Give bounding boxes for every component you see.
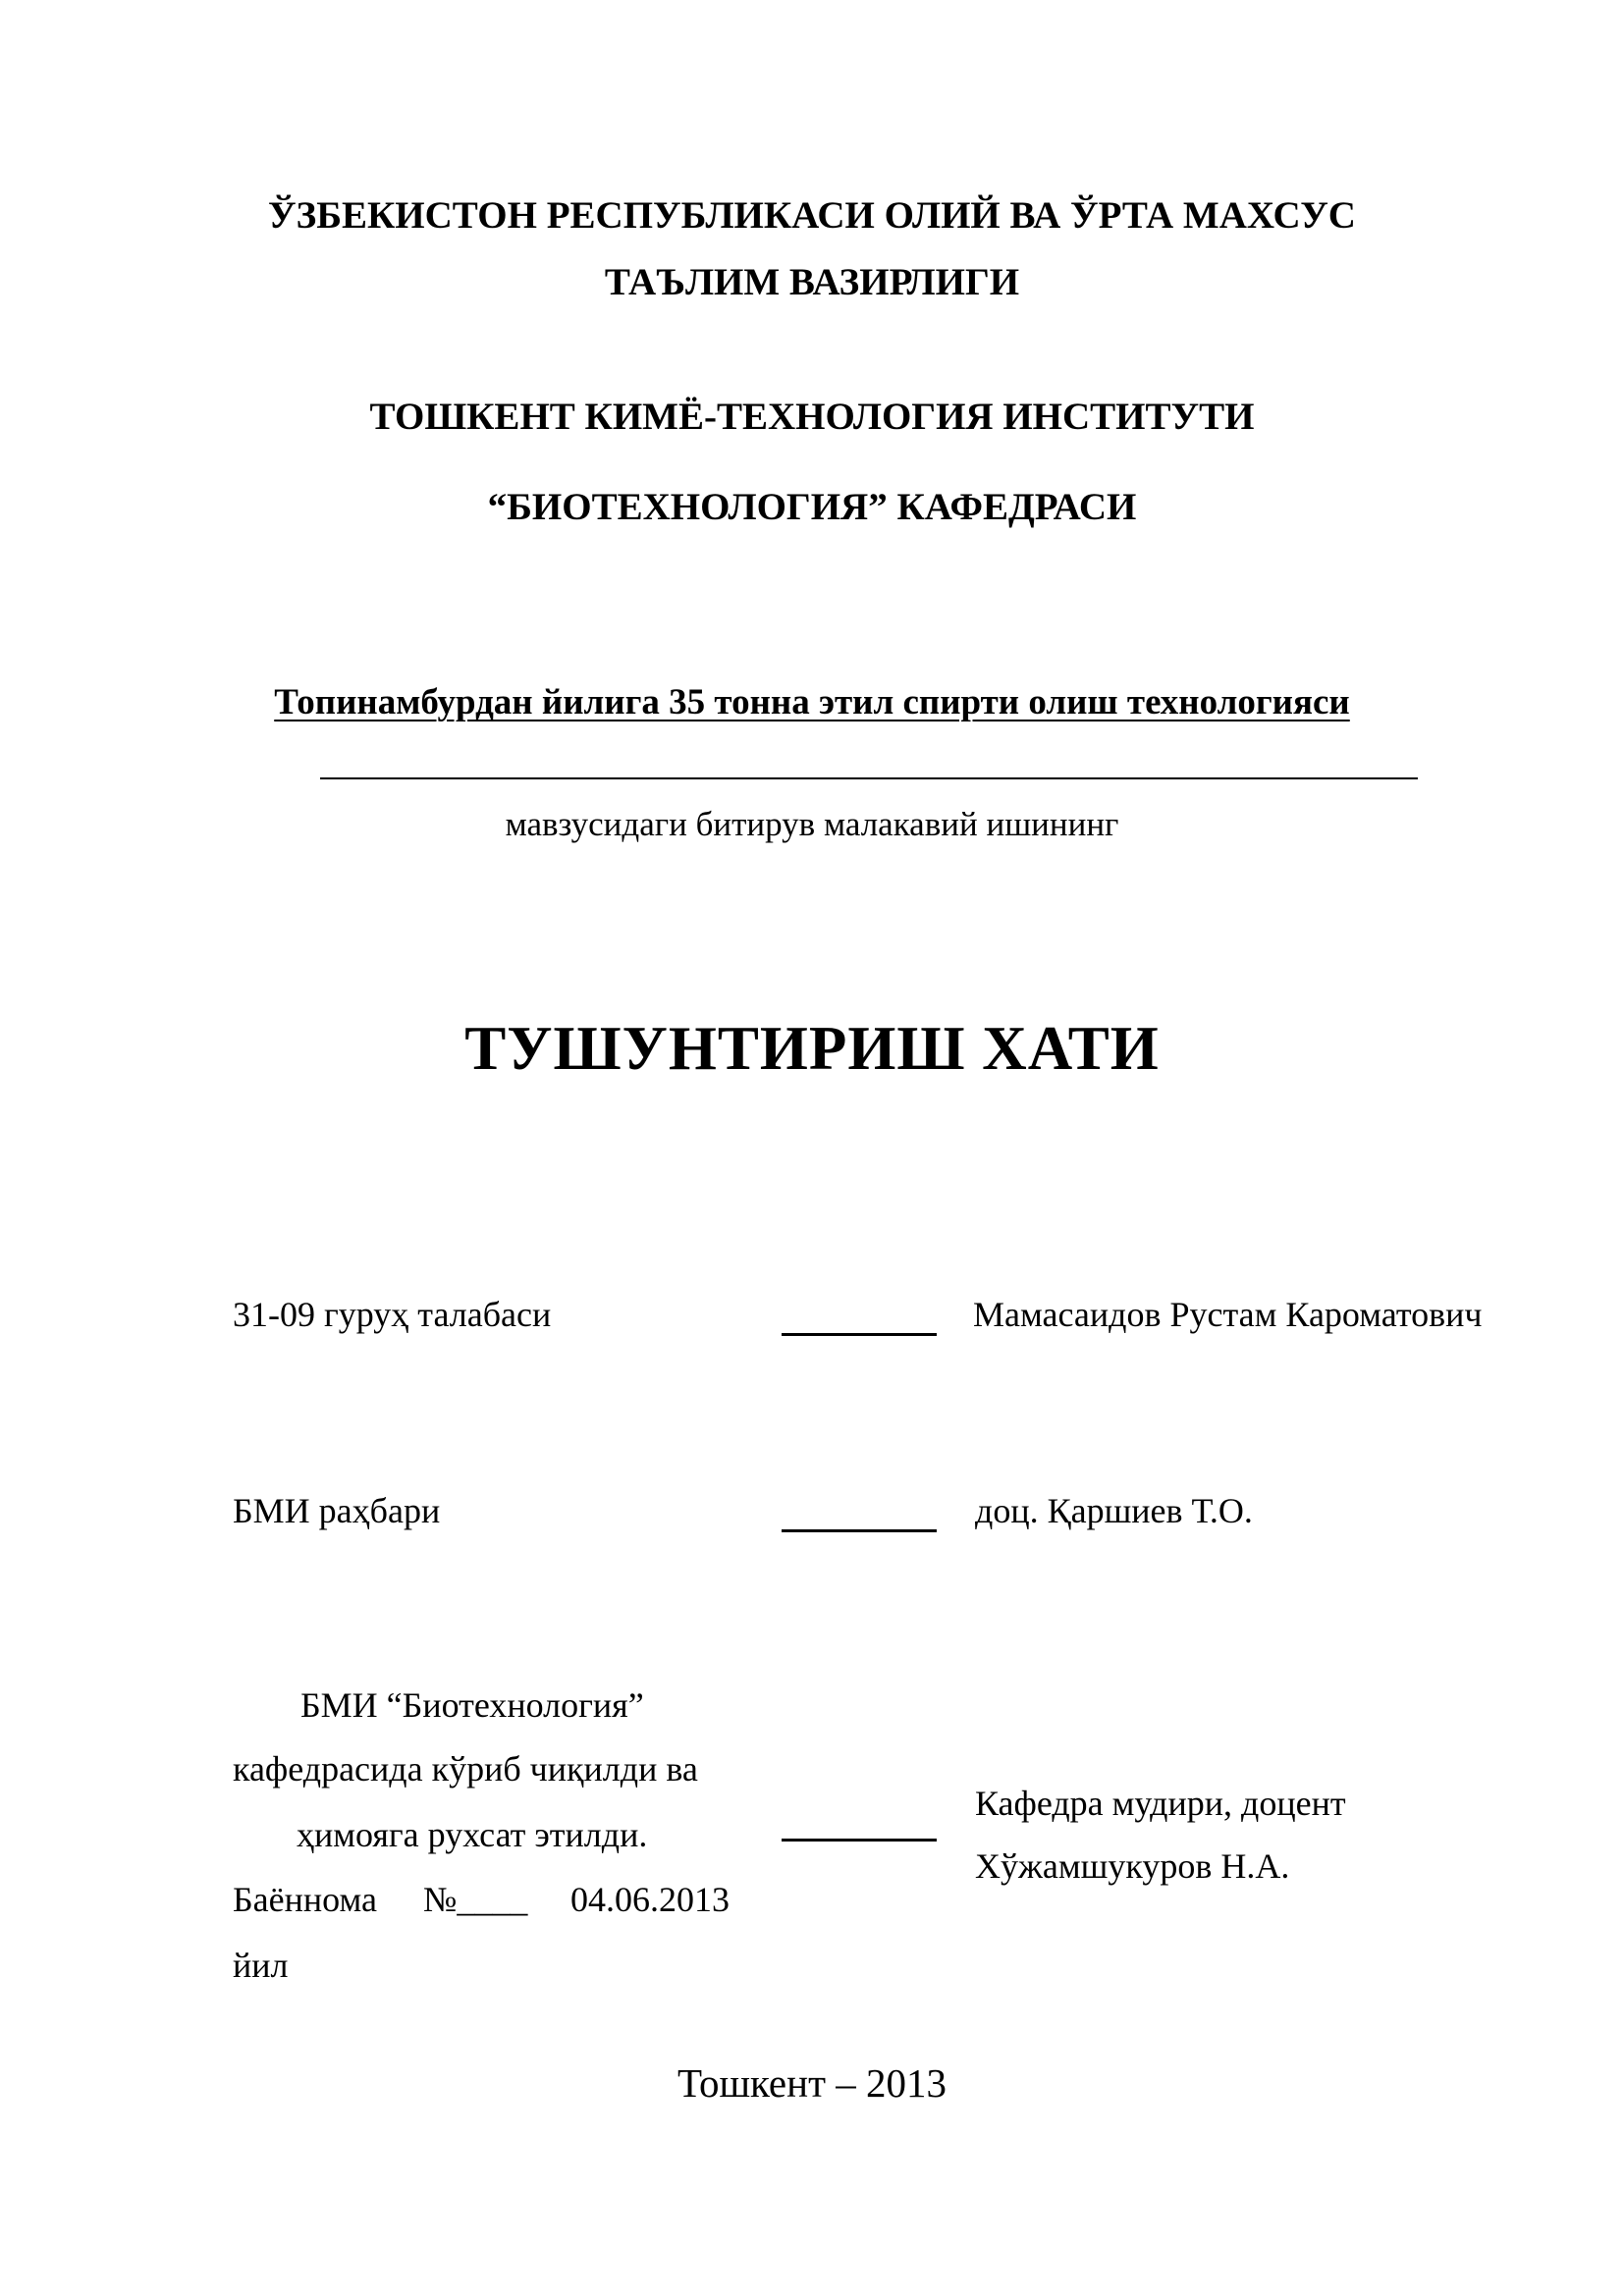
topic-title: Топинамбурдан йилига 35 тонна этил спирти олиш технологияси (274, 682, 1350, 722)
topic-subtitle: мавзусидаги битирув малакавий ишининг (505, 805, 1119, 843)
topic-underline-rule (320, 777, 1418, 779)
document-title: ТУШУНТИРИШ ХАТИ (464, 1014, 1160, 1083)
student-role: 31-09 гуруҳ талабаси (233, 1295, 552, 1334)
head-signature-line (782, 1839, 937, 1842)
protocol-label: Баённома (233, 1880, 377, 1919)
head-name: Хўжамшукуров Н.А. (975, 1846, 1290, 1886)
approval-line-3: ҳимояга рухсат этилди. (297, 1815, 648, 1854)
protocol-year-word: йил (233, 1946, 289, 1985)
approval-line-2: кафедрасида кўриб чиқилди ва (233, 1749, 698, 1789)
approval-line-1: БМИ “Биотехнология” (300, 1685, 644, 1725)
supervisor-role: БМИ раҳбари (233, 1491, 441, 1530)
head-title: Кафедра мудири, доцент (975, 1784, 1346, 1823)
place-and-year: Тошкент – 2013 (677, 2060, 947, 2106)
ministry-line-1: ЎЗБЕКИСТОН РЕСПУБЛИКАСИ ОЛИЙ ВА ЎРТА МАХСУС (268, 194, 1356, 237)
supervisor-name: доц. Қаршиев Т.О. (975, 1491, 1253, 1530)
ministry-line-2: ТАЪЛИМ ВАЗИРЛИГИ (604, 261, 1020, 303)
student-signature-line (782, 1333, 937, 1336)
supervisor-signature-line (782, 1529, 937, 1532)
topic-title-container (0, 681, 1624, 723)
protocol-number: №____ (423, 1880, 528, 1919)
department-name: “БИОТЕХНОЛОГИЯ” КАФЕДРАСИ (487, 486, 1137, 528)
institute-name: ТОШКЕНТ КИМЁ-ТЕХНОЛОГИЯ ИНСТИТУТИ (369, 396, 1255, 438)
protocol-date: 04.06.2013 (570, 1880, 730, 1919)
student-name: Мамасаидов Рустам Кароматович (973, 1295, 1483, 1334)
